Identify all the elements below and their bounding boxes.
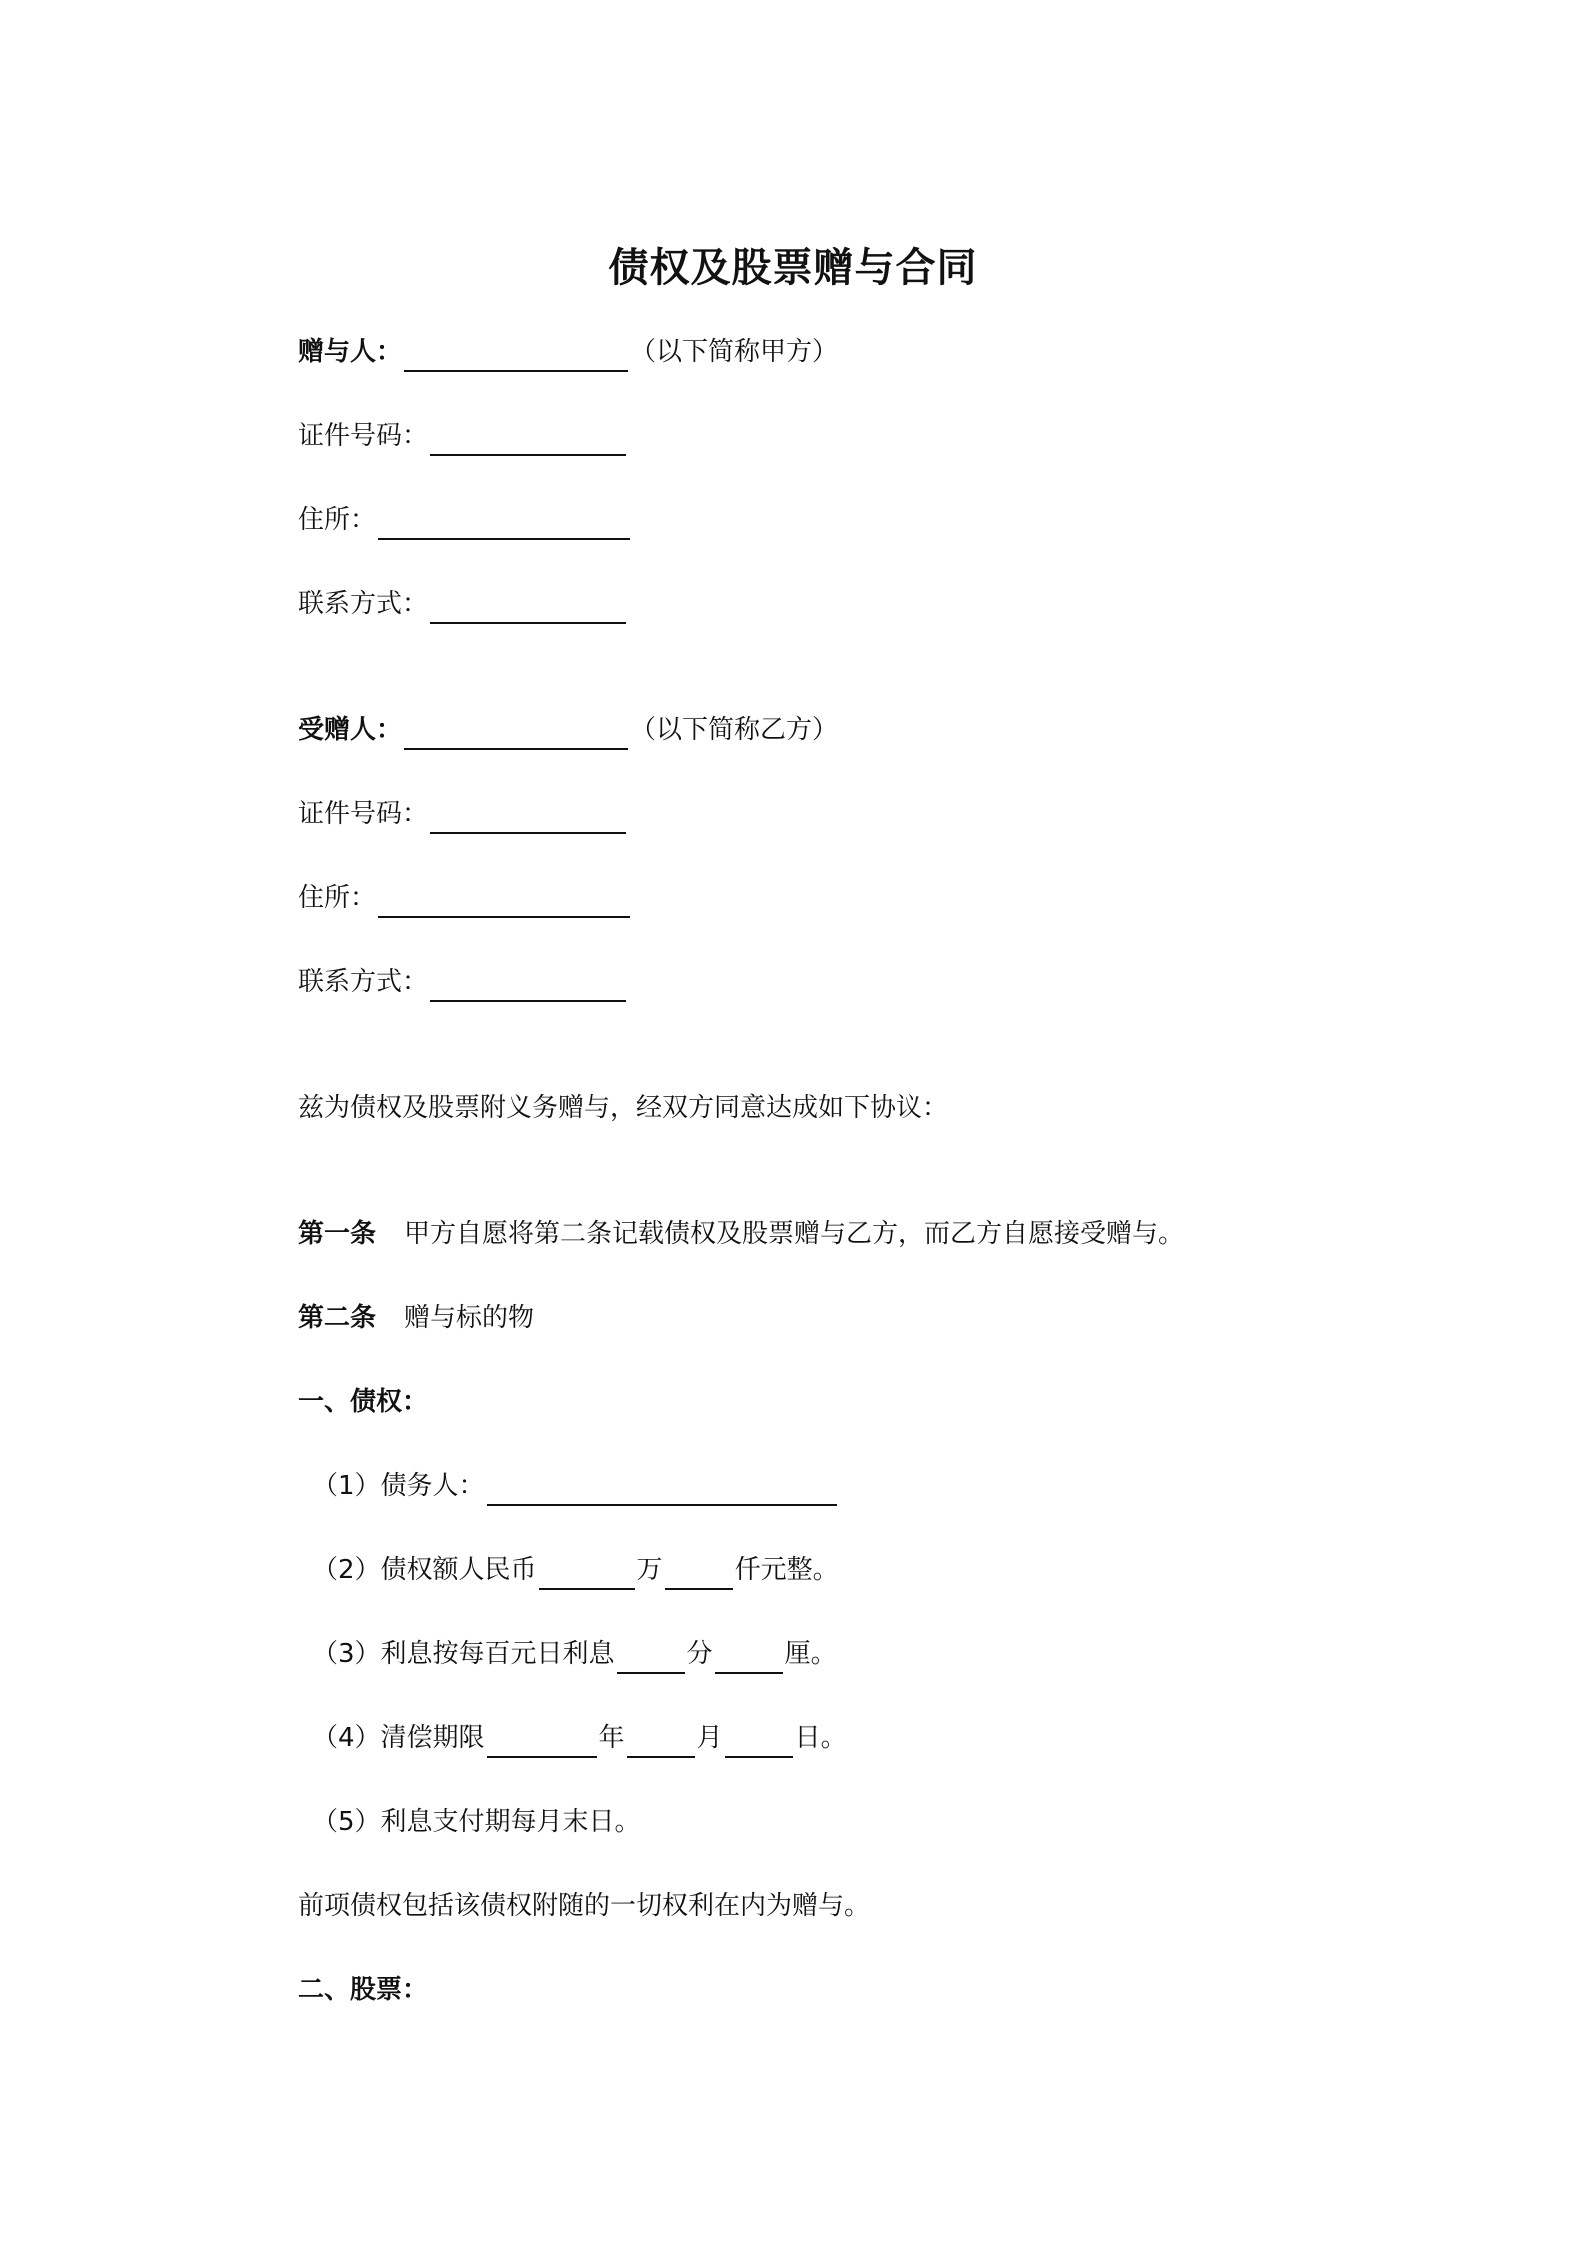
- interest-li-blank[interactable]: [715, 1640, 783, 1674]
- donee-name-blank[interactable]: [404, 716, 628, 750]
- amount-wan-blank[interactable]: [539, 1556, 635, 1590]
- claims-item5-row: [298, 1802, 641, 1842]
- article2-head: 第二条: [298, 1303, 377, 1333]
- donee-note: （以下简称乙方）: [630, 715, 839, 745]
- donee-id-blank[interactable]: [430, 800, 626, 834]
- claims-item3-pre: （3）利息按每百元日利息: [312, 1639, 615, 1669]
- claims-head: 一、债权：: [298, 1387, 429, 1417]
- donee-address-label: 住所：: [298, 883, 377, 913]
- donor-name-blank[interactable]: [404, 338, 628, 372]
- donor-label: 赠与人：: [298, 337, 403, 367]
- donor-address-label: 住所：: [298, 505, 377, 535]
- preamble-row: [298, 1088, 948, 1128]
- donee-label: 受赠人：: [298, 715, 403, 745]
- claims-item3-row: [298, 1634, 837, 1674]
- donor-contact-label: 联系方式：: [298, 589, 429, 619]
- donee-id-label: 证件号码：: [298, 799, 429, 829]
- claims-head-row: [298, 1382, 428, 1422]
- claims-item4-pre: （4）清偿期限: [312, 1723, 485, 1753]
- donor-id-blank[interactable]: [430, 422, 626, 456]
- page-title: 债权及股票赠与合同: [608, 245, 978, 291]
- donor-note: （以下简称甲方）: [630, 337, 839, 367]
- claims-item3-u2: 厘。: [784, 1639, 837, 1669]
- claims-item5-text: （5）利息支付期每月末日。: [312, 1807, 641, 1837]
- claims-item2-u2: 仟元整。: [734, 1555, 839, 1585]
- donor-name-row: [298, 332, 838, 372]
- donor-contact-blank[interactable]: [430, 590, 626, 624]
- donee-id-row: [298, 794, 628, 834]
- article2-row: [298, 1298, 534, 1338]
- preamble-text: 兹为债权及股票附义务赠与，经双方同意达成如下协议：: [298, 1093, 949, 1123]
- claims-item4-u3: 日。: [794, 1723, 847, 1753]
- debtor-blank[interactable]: [487, 1472, 837, 1506]
- claims-item4-row: [298, 1718, 847, 1758]
- donor-id-label: 证件号码：: [298, 421, 429, 451]
- amount-qian-blank[interactable]: [665, 1556, 733, 1590]
- donee-contact-blank[interactable]: [430, 968, 626, 1002]
- claims-item1-row: [298, 1466, 839, 1506]
- donee-contact-label: 联系方式：: [298, 967, 429, 997]
- claims-item1-label: （1）债务人：: [312, 1471, 485, 1501]
- article1-head: 第一条: [298, 1219, 377, 1249]
- donee-contact-row: [298, 962, 628, 1002]
- article1-text: 甲方自愿将第二条记载债权及股票赠与乙方，而乙方自愿接受赠与。: [404, 1219, 1185, 1249]
- donor-address-row: [298, 500, 632, 540]
- donor-address-blank[interactable]: [378, 506, 630, 540]
- term-year-blank[interactable]: [487, 1724, 597, 1758]
- term-day-blank[interactable]: [725, 1724, 793, 1758]
- stocks-head: 二、股票：: [298, 1975, 429, 2005]
- claims-item3-u1: 分: [686, 1639, 713, 1669]
- claims-note: 前项债权包括该债权附随的一切权利在内为赠与。: [298, 1891, 871, 1921]
- claims-note-row: [298, 1886, 870, 1926]
- article1-row: [298, 1214, 1184, 1254]
- donee-name-row: [298, 710, 838, 750]
- claims-item4-u1: 年: [598, 1723, 625, 1753]
- term-month-blank[interactable]: [627, 1724, 695, 1758]
- donee-address-row: [298, 878, 632, 918]
- article2-text: 赠与标的物: [404, 1303, 535, 1333]
- claims-item2-row: [298, 1550, 839, 1590]
- interest-fen-blank[interactable]: [617, 1640, 685, 1674]
- claims-item2-pre: （2）债权额人民币: [312, 1555, 537, 1585]
- claims-item4-u2: 月: [696, 1723, 723, 1753]
- donee-address-blank[interactable]: [378, 884, 630, 918]
- claims-item2-u1: 万: [636, 1555, 663, 1585]
- donor-id-row: [298, 416, 628, 456]
- donor-contact-row: [298, 584, 628, 624]
- stocks-head-row: [298, 1970, 428, 2010]
